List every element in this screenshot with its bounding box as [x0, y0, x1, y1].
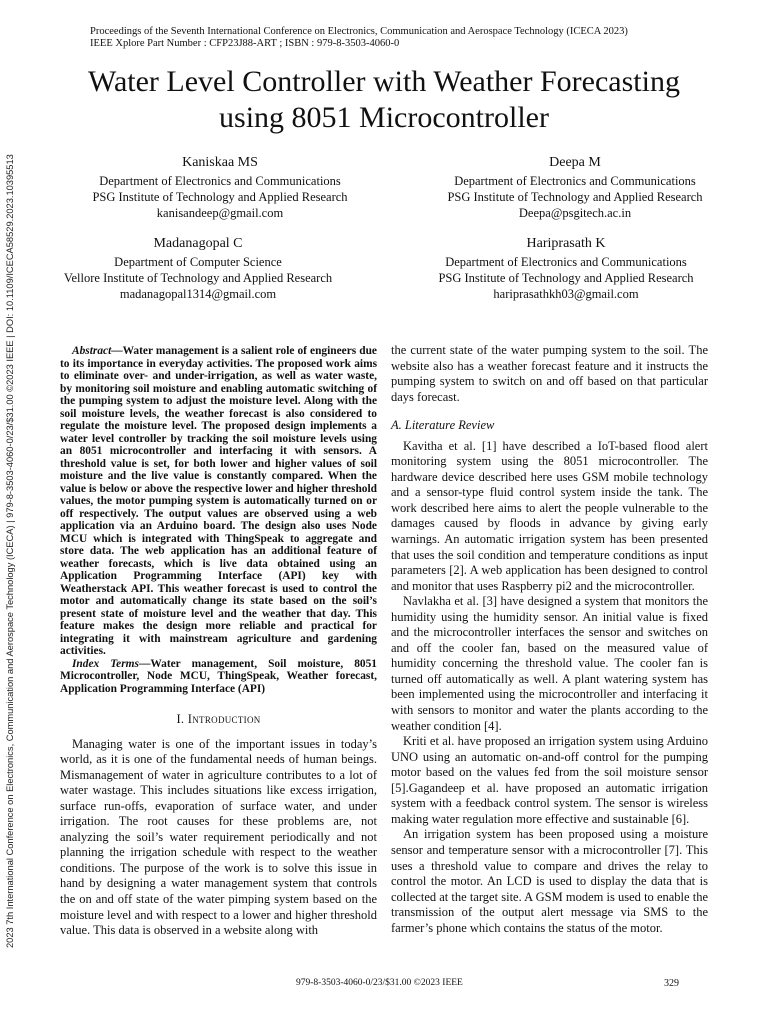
author-department: Department of Computer Science — [114, 255, 282, 269]
author-email: hariprasathkh03@gmail.com — [493, 287, 639, 301]
literature-paragraph: Kavitha et al. [1] have described a IoT-based flood alert monitoring system using the 8051 microcontroller. The hardware device described here uses GSM mobile technology and a sensor-type fluid control system inside the tank. The work described here aims to alert the people vulnerable to the damages caused by floods in advance by giving early warnings. An automatic irrigation system has been presented that uses the soil condition and temperature conditions as input parameters [2]. A web application has been designed to control and monitor that uses Raspberry pi2 and the microcontroller. — [391, 438, 708, 593]
part-number-line: IEEE Xplore Part Number : CFP23J88-ART ; ISBN : 979-8-3503-4060-0 — [90, 38, 400, 49]
paper-title — [40, 64, 728, 136]
subsection-heading-literature-review: A. Literature Review — [391, 418, 495, 433]
author-department: Department of Electronics and Communications — [99, 174, 341, 188]
section-number: I. — [176, 712, 185, 726]
title-line-1: Water Level Controller with Weather Forecasting — [88, 65, 680, 98]
author-institution: Vellore Institute of Technology and Applied Research — [63, 271, 333, 285]
footer-copyright: 979-8-3503-4060-0/23/$31.00 ©2023 IEEE — [296, 978, 463, 988]
index-terms — [60, 658, 377, 696]
page-number: 329 — [664, 978, 679, 989]
author-institution: PSG Institute of Technology and Applied Research — [438, 271, 694, 285]
abstract-label: Abstract — [72, 345, 112, 357]
author-name: Deepa M — [549, 155, 601, 170]
doi-sidebar — [3, 148, 19, 948]
right-column — [391, 343, 708, 936]
literature-paragraph: An irrigation system has been proposed using a moisture sensor and temperature sensor with a microcontroller [7]. This uses a threshold value to compare and drives the relay to control the motor. An LCD is used to display the data that is collected at the target site. A GSM modem is used to enable the transmission of the output alert message via SMS to the farmer’s phone which contains the status of the motor. — [391, 827, 708, 935]
section-title: Introduction — [187, 712, 261, 726]
proceedings-header — [90, 26, 628, 50]
author-email: madanagopal1314@gmail.com — [119, 287, 277, 301]
proceedings-line: Proceedings of the Seventh International Conference on Electronics, Communication and Aerospace Technology (ICECA 2023) — [90, 26, 628, 37]
intro-paragraph-continued: the current state of the water pumping system to the soil. The website also has a weather forecast feature and it instructs the pumping system to switch on and off based on that particular days forecast. — [391, 343, 708, 404]
abstract — [60, 345, 377, 658]
author-department: Department of Electronics and Communications — [445, 255, 687, 269]
author-block — [33, 235, 363, 302]
abstract-text: —Water management is a salient role of engineers due to its importance in everyday activities. The proposed work aims to eliminate over- and under-irrigation, as well as water waste, by monitoring soil moisture and enabling automatic switching of the pumping system to adjust the moisture level. Along with the soil moisture levels, the weather forecast is also considered to regulate the moisture level. The proposed design implements a water level controller by tracking the soil moisture levels using an 8051 microcontroller and interfacing it with sensors. A threshold value is set, for both lower and higher values of soil moisture and the live value is constantly compared. When the value is below or above the respective lower and higher threshold values, the motor pumping system is automatically turned on or off respectively. The output values are observed using a web application via an Arduino board. The design also uses Node MCU which is integrated with ThingSpeak to aggregate and store data. The web application has an additional feature of weather forecasts, which is live data obtained using an Application Programming Interface (API) key with Weatherstack API. This weather forecast is used to control the motor and automatically change its state based on the soil’s present state of moisture level and the weather that day. This feature makes the design more reliable and practical for integrating it with mainstream agriculture and gardening activities. — [60, 345, 377, 657]
section-heading-introduction — [60, 712, 377, 728]
author-name: Hariprasath K — [526, 236, 606, 251]
author-block — [401, 235, 731, 302]
author-name: Madanagopal C — [153, 236, 243, 251]
index-terms-label: Index Terms — [72, 657, 139, 670]
author-block — [55, 154, 385, 221]
literature-paragraph: Kriti et al. have proposed an irrigation system using Arduino UNO using an automatic on-and-off control for the pumping motor based on the values fed from the soil moisture sensor [5].Gagandeep et al. have proposed an automatic irrigation system with a feedback control system. The sensor is wireless making water regulation more effective and sustainable [6]. — [391, 734, 708, 826]
title-line-2: using 8051 Microcontroller — [219, 101, 549, 134]
author-institution: PSG Institute of Technology and Applied Research — [92, 190, 348, 204]
left-column — [60, 345, 377, 939]
author-institution: PSG Institute of Technology and Applied Research — [447, 190, 703, 204]
literature-paragraph: Navlakha et al. [3] have designed a system that monitors the humidity using the humidity sensor. An initial value is fixed and the microcontroller interfaces the sensor and switches on and off the cooler fan, based on the measured value of humidity concerning the threshold value. The cooler fan is turned off automatically as well. A plant watering system has been implemented using the microcontroller and interfacing it with sensors to monitor and water the plants according to the weather condition [4]. — [391, 594, 708, 733]
author-department: Department of Electronics and Communications — [454, 174, 696, 188]
intro-paragraph: Managing water is one of the important issues in today’s world, as it is one of the fundamental needs of human beings. Mismanagement of water in agriculture contributes to a lot of water wastage. This includes situations like excess irrigation, surface run-offs, evaporation of surface water, and under irrigation. The root causes for these problems are, not analyzing the soil’s water requirement periodically and not planning the irrigation schedule with respect to the weather conditions. The purpose of the work is to solve this issue in hand by designing a water management system that controls the on and off state of the water pimping system based on the moisture level and with respect to a lower and higher threshold value. This data is observed in a website along with — [60, 736, 377, 938]
author-email: Deepa@psgitech.ac.in — [518, 206, 632, 220]
author-name: Kaniskaa MS — [182, 155, 258, 170]
author-email: kanisandeep@gmail.com — [156, 206, 284, 220]
author-block — [410, 154, 740, 221]
sidebar-citation-text: 2023 7th International Conference on Electronics, Communication and Aerospace Technology (ICECA) | 979-8-3503-4060-0/23/$31.00 ©2023 IEEE | DOI: 10.1109/ICECA58529.2023.10395513 — [5, 154, 15, 948]
index-terms-text: —Water management, Soil moisture, 8051 Microcontroller, Node MCU, ThingSpeak, Weather forecast, Application Programming Interface (API) — [60, 657, 377, 695]
